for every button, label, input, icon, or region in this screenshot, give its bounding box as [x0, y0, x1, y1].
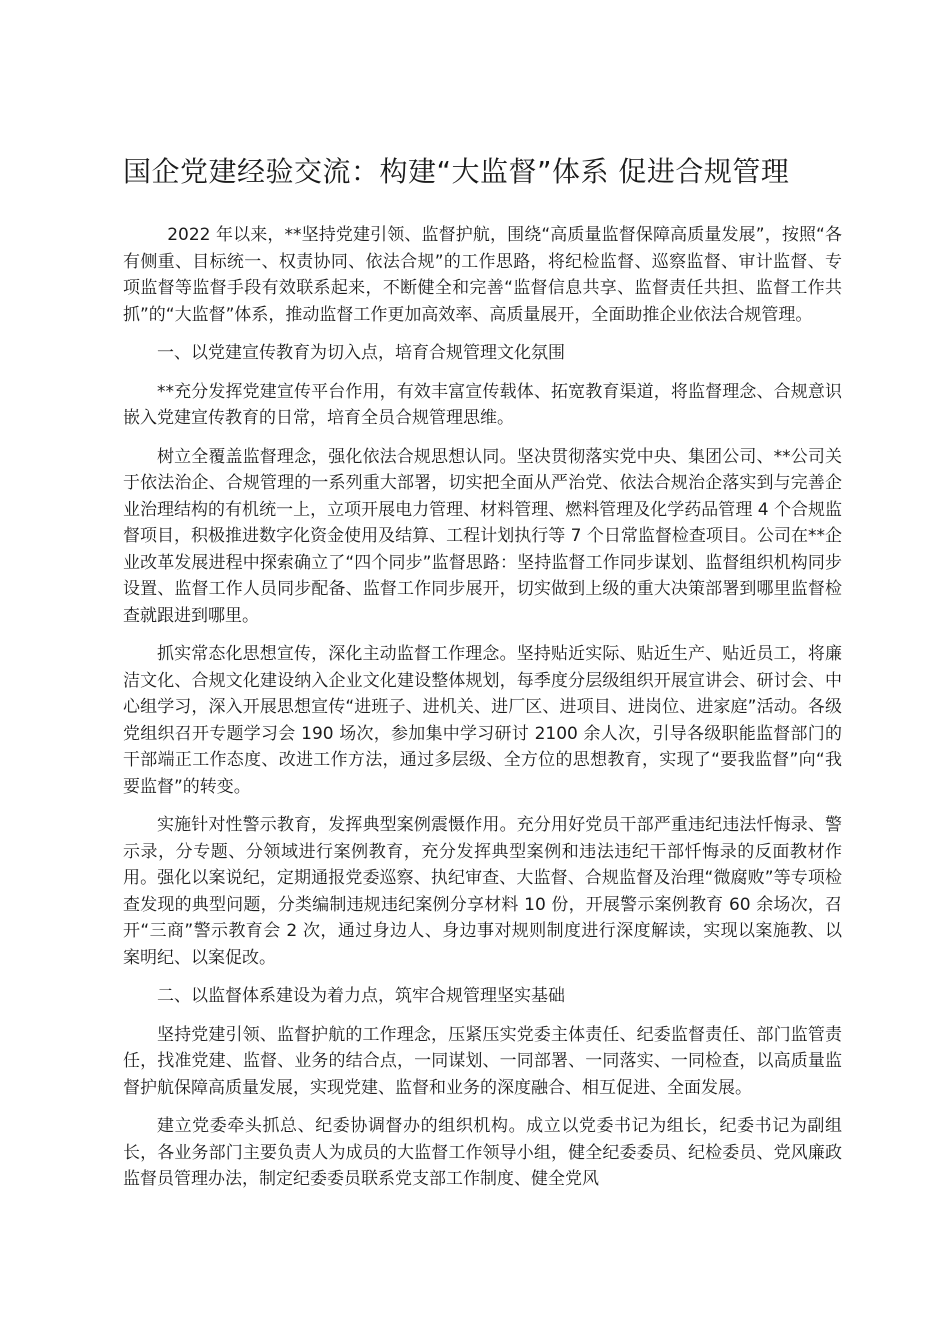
- paragraph-8: 建立党委牵头抓总、纪委协调督办的组织机构。成立以党委书记为组长，纪委书记为副组长，各业务部门主要负责人为成员的大监督工作领导小组，健全纪委委员、纪检委员、党风廉政监督员管理办法，制定纪委委员联系党支部工作制度、健全党风: [123, 1116, 842, 1189]
- paragraph-7: 坚持党建引领、监督护航的工作理念，压紧压实党委主体责任、纪委监督责任、部门监管责任，找准党建、监督、业务的结合点，一同谋划、一同部署、一同落实、一同检查，以高质量监督护航保障高质量发展，实现党建、监督和业务的深度融合、相互促进、全面发展。: [123, 1024, 842, 1098]
- paragraph-3: 树立全覆盖监督理念，强化依法合规思想认同。坚决贯彻落实党中央、集团公司、**公司关于依法治企、合规管理的一系列重大部署，切实把全面从严治党、依法合规治企落实到与完善企业治理结构的有机统一上，立项开展电力管理、材料管理、燃料管理及化学药品管理 4 个合规监督项目，积极推进数字化资金使用及结算、工程计划执行等 7 个日常监督检查项目。公司在**企业改革发展进程中探索确立了“四个同步”监督思路：坚持监督工作同步谋划、监督组织机构同步设置、监督工作人员同步配备、监督工作同步展开，切实做到上级的重大决策部署到哪里监督检查就跟进到哪里。: [123, 446, 842, 626]
- paragraph-5: 实施针对性警示教育，发挥典型案例震慑作用。充分用好党员干部严重违纪违法忏悔录、警示录，分专题、分领域进行案例教育，充分发挥典型案例和违法违纪干部忏悔录的反面教材作用。强化以案说纪，定期通报党委巡察、执纪审查、大监督、合规监督及治理“微腐败”等专项检查发现的典型问题，分类编制违规违纪案例分享材料 10 份，开展警示案例教育 60 余场次，召开“三商”警示教育会 2 次，通过身边人、身边事对规则制度进行深度解读，实现以案施教、以案明纪、以案促改。: [123, 815, 842, 968]
- section-heading-2: 二、以监督体系建设为着力点，筑牢合规管理坚实基础: [157, 986, 565, 1006]
- document-title: 国企党建经验交流：构建“大监督”体系 促进合规管理: [123, 155, 790, 188]
- section-heading-1: 一、以党建宣传教育为切入点，培育合规管理文化氛围: [157, 343, 565, 363]
- paragraph-4: 抓实常态化思想宣传，深化主动监督工作理念。坚持贴近实际、贴近生产、贴近员工，将廉洁文化、合规文化建设纳入企业文化建设整体规划，每季度分层级组织开展宣讲会、研讨会、中心组学习，深入开展思想宣传“进班子、进机关、进厂区、进项目、进岗位、进家庭”活动。各级党组织召开专题学习会 190 场次，参加集中学习研讨 2100 余人次，引导各级职能监督部门的干部端正工作态度、改进工作方法，通过多层级、全方位的思想教育，实现了“要我监督”向“我要监督”的转变。: [123, 644, 842, 797]
- paragraph-2: **充分发挥党建宣传平台作用，有效丰富宣传载体、拓宽教育渠道，将监督理念、合规意识嵌入党建宣传教育的日常，培育全员合规管理思维。: [123, 381, 842, 428]
- paragraph-intro: 2022 年以来，**坚持党建引领、监督护航，围绕“高质量监督保障高质量发展”，按照“各有侧重、目标统一、权责协同、依法合规”的工作思路，将纪检监督、巡察监督、审计监督、专项监督等监督手段有效联系起来，不断健全和完善“监督信息共享、监督责任共担、监督工作共抓”的“大监督”体系，推动监督工作更加高效率、高质量展开，全面助推企业依法合规管理。: [123, 225, 842, 325]
